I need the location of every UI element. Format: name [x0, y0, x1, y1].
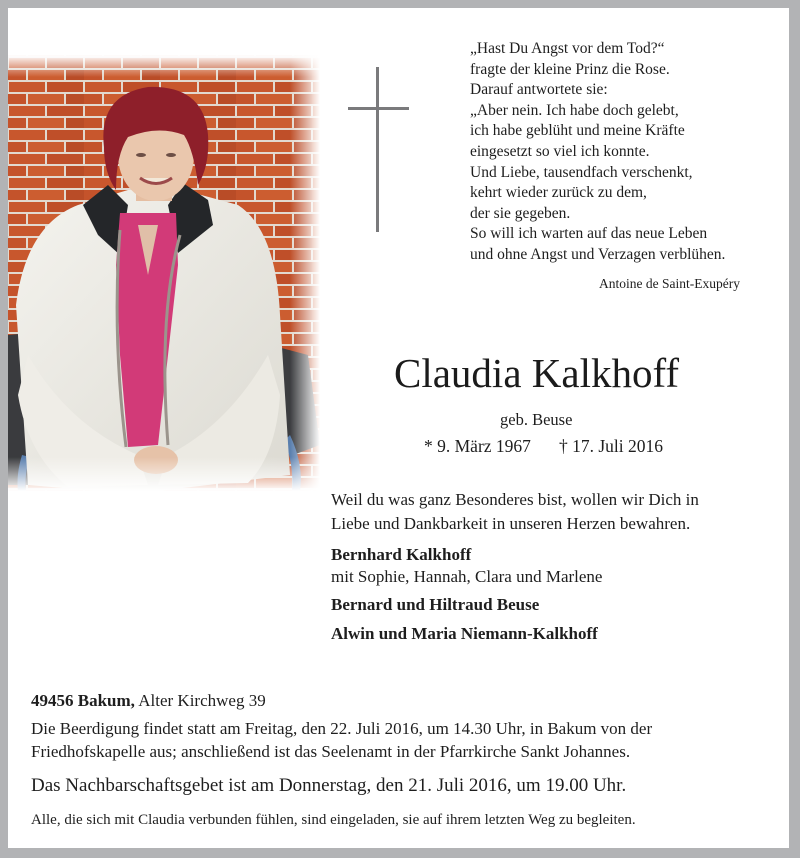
- funeral-line: Friedhofskapelle aus; anschließend ist das Seelenamt in der Pfarrkirche Sankt Johannes.: [31, 742, 631, 761]
- photo-fade: [290, 55, 320, 491]
- quote-author: Antoine de Saint-Exupéry: [599, 276, 740, 291]
- address-street: Alter Kirchweg 39: [138, 691, 266, 710]
- photo-fade: [8, 457, 320, 491]
- quote-poem: [470, 39, 725, 266]
- cross-icon: [376, 67, 379, 232]
- address-city: 49456 Bakum,: [31, 691, 135, 710]
- mourner-sub: mit Sophie, Hannah, Clara und Marlene: [331, 567, 603, 586]
- quote-line: fragte der kleine Prinz die Rose.: [470, 60, 670, 78]
- quote-line: kehrt wieder zurück zu dem,: [470, 184, 647, 202]
- portrait-photo: [8, 55, 320, 491]
- family-address: [31, 691, 266, 711]
- birth-date: * 9. März 1967: [424, 436, 531, 456]
- cross-icon: [348, 107, 409, 110]
- death-date: † 17. Juli 2016: [558, 436, 663, 456]
- obituary-card: [8, 8, 789, 848]
- invitation-text: Alle, die sich mit Claudia verbunden fühlen, sind eingeladen, sie auf ihrem letzten Weg zu begleiten.: [31, 812, 636, 828]
- funeral-details: [31, 717, 652, 763]
- quote-line: „Hast Du Angst vor dem Tod?“: [470, 40, 665, 57]
- mourner-name: Bernhard Kalkhoff: [331, 545, 472, 564]
- quote-line: Und Liebe, tausendfach verschenkt,: [470, 163, 693, 181]
- quote-line: So will ich warten auf das neue Leben: [470, 225, 708, 243]
- deceased-name: Claudia Kalkhoff: [394, 350, 680, 396]
- funeral-line: Die Beerdigung findet statt am Freitag, den 22. Juli 2016, um 14.30 Uhr, in Bakum von der: [31, 719, 653, 738]
- mourners-list: [331, 544, 602, 645]
- tribute-text: [331, 488, 699, 536]
- life-dates: [424, 436, 663, 457]
- mourner-name: Alwin und Maria Niemann-Kalkhoff: [331, 624, 598, 643]
- neighborhood-prayer: Das Nachbarschaftsgebet ist am Donnerstag, den 21. Juli 2016, um 19.00 Uhr.: [31, 775, 627, 796]
- tribute-line: Liebe und Dankbarkeit in unseren Herzen bewahren.: [331, 514, 691, 533]
- quote-line: und ohne Angst und Verzagen verblühen.: [470, 245, 726, 263]
- quote-line: der sie gegeben.: [470, 204, 571, 222]
- photo-fade: [8, 55, 320, 77]
- quote-line: Darauf antwortete sie:: [470, 81, 608, 99]
- quote-line: „Aber nein. Ich habe doch gelebt,: [470, 101, 679, 119]
- tribute-line: Weil du was ganz Besonderes bist, wollen wir Dich in: [331, 490, 699, 509]
- quote-line: eingesetzt so viel ich konnte.: [470, 142, 650, 160]
- birth-name: geb. Beuse: [500, 410, 573, 429]
- quote-line: ich habe geblüht und meine Kräfte: [470, 122, 685, 140]
- mourner-name: Bernard und Hiltraud Beuse: [331, 595, 540, 614]
